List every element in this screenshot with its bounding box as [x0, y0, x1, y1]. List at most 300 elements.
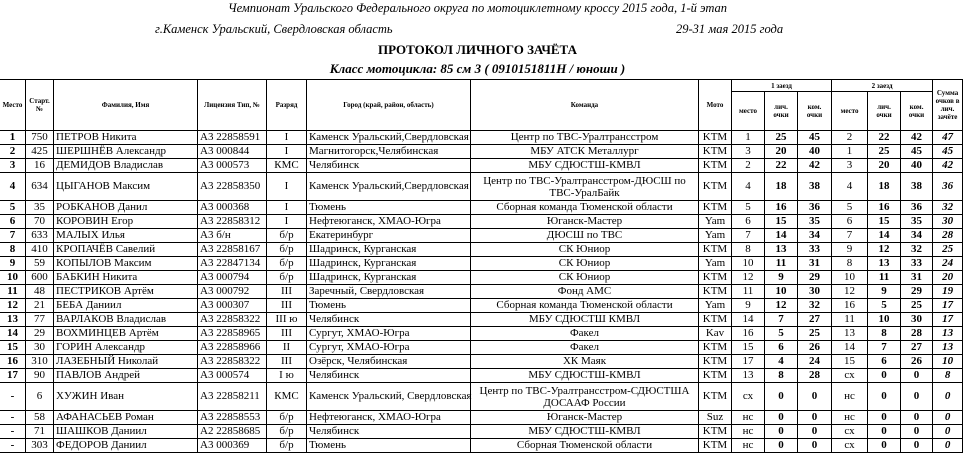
row-city: Тюмень	[307, 201, 471, 215]
row-r2-place: 10	[832, 271, 868, 285]
row-r2-place: нс	[832, 411, 868, 425]
table-row	[0, 327, 963, 341]
row-start-number: 303	[26, 439, 54, 453]
row-r1-team: 35	[798, 215, 832, 229]
row-team: Сборная команда Тюменской области	[471, 299, 699, 313]
row-team: МБУ СДЮСТШ-КМВЛ	[471, 425, 699, 439]
class-title: Класс мотоцикла: 85 см 3 ( 0910151811Н / юноши )	[329, 61, 626, 76]
row-r2-team: 45	[901, 145, 933, 159]
row-total: 45	[933, 145, 963, 159]
row-license: А3 000573	[198, 159, 267, 173]
row-moto: KTM	[699, 355, 732, 369]
row-r1-personal: 16	[765, 201, 798, 215]
row-r1-personal: 13	[765, 243, 798, 257]
row-name: КРОПАЧЁВ Савелий	[54, 243, 198, 257]
row-name: ХУЖИН Иван	[54, 383, 198, 411]
row-r1-personal: 18	[765, 173, 798, 201]
row-moto: KTM	[699, 425, 732, 439]
row-rank: I	[267, 215, 307, 229]
row-r1-personal: 22	[765, 159, 798, 173]
row-r2-place: 14	[832, 341, 868, 355]
row-r2-personal: 16	[868, 201, 901, 215]
row-start-number: 16	[26, 159, 54, 173]
header-r2-personal: лич. очки	[868, 92, 901, 131]
row-r1-personal: 0	[765, 425, 798, 439]
row-name: ШЕРШНЁВ Александр	[54, 145, 198, 159]
row-name: БАБКИН Никита	[54, 271, 198, 285]
header-rank: Разряд	[267, 80, 307, 131]
event-location: г.Каменск Уральский, Свердловская область	[155, 22, 393, 36]
row-city: Магнитогорск,Челябинская	[307, 145, 471, 159]
table-row	[0, 173, 963, 201]
row-name: ШАШКОВ Даниил	[54, 425, 198, 439]
row-rank: III	[267, 327, 307, 341]
row-r2-personal: 20	[868, 159, 901, 173]
row-total: 19	[933, 285, 963, 299]
row-total: 0	[933, 383, 963, 411]
table-row	[0, 229, 963, 243]
row-r1-place: 7	[732, 229, 765, 243]
row-r1-team: 38	[798, 173, 832, 201]
row-r1-place: нс	[732, 425, 765, 439]
row-r1-personal: 20	[765, 145, 798, 159]
row-total: 25	[933, 243, 963, 257]
row-moto: KTM	[699, 243, 732, 257]
row-r1-place: 8	[732, 243, 765, 257]
row-place: 11	[0, 285, 26, 299]
table-row	[0, 257, 963, 271]
row-license: А3 22858322	[198, 313, 267, 327]
row-place: 14	[0, 327, 26, 341]
header-r1-personal: лич. очки	[765, 92, 798, 131]
row-r2-place: 15	[832, 355, 868, 369]
row-r1-team: 0	[798, 439, 832, 453]
row-r1-place: 15	[732, 341, 765, 355]
row-place: 3	[0, 159, 26, 173]
row-moto: KTM	[699, 383, 732, 411]
row-r1-personal: 25	[765, 131, 798, 145]
row-r1-place: 6	[732, 215, 765, 229]
row-start-number: 21	[26, 299, 54, 313]
row-license: А3 22858966	[198, 341, 267, 355]
row-license: А3 000844	[198, 145, 267, 159]
header-r2-place: место	[832, 92, 868, 131]
row-team: ХК Маяк	[471, 355, 699, 369]
row-rank: б/р	[267, 425, 307, 439]
header-city: Город (край, район, область)	[307, 80, 471, 131]
row-city: Шадринск, Курганская	[307, 271, 471, 285]
row-team: МБУ СДЮСТШ КМВЛ	[471, 313, 699, 327]
row-city: Каменск Уральский,Свердловская	[307, 173, 471, 201]
row-license: А3 000794	[198, 271, 267, 285]
row-place: -	[0, 425, 26, 439]
results-table	[0, 79, 963, 453]
row-r1-personal: 6	[765, 341, 798, 355]
row-license: А3 22858322	[198, 355, 267, 369]
row-r2-place: 8	[832, 257, 868, 271]
row-r1-personal: 0	[765, 383, 798, 411]
row-city: Нефтеюганск, ХМАО-Югра	[307, 411, 471, 425]
row-r1-team: 29	[798, 271, 832, 285]
row-r2-team: 35	[901, 215, 933, 229]
header-license: Лицензия Тип, №	[198, 80, 267, 131]
row-license: А3 б/н	[198, 229, 267, 243]
row-r1-team: 0	[798, 425, 832, 439]
row-rank: II	[267, 341, 307, 355]
header-race-1: 1 заезд	[732, 80, 832, 92]
table-row	[0, 313, 963, 327]
row-license: А3 22858350	[198, 173, 267, 201]
header-race-2: 2 заезд	[832, 80, 933, 92]
row-total: 42	[933, 159, 963, 173]
row-moto: Suz	[699, 411, 732, 425]
row-r1-personal: 9	[765, 271, 798, 285]
row-r1-team: 24	[798, 355, 832, 369]
row-r2-team: 32	[901, 243, 933, 257]
row-city: Екатеринбург	[307, 229, 471, 243]
results-body	[0, 131, 963, 453]
row-start-number: 29	[26, 327, 54, 341]
row-rank: I ю	[267, 369, 307, 383]
row-start-number: 90	[26, 369, 54, 383]
row-r1-personal: 5	[765, 327, 798, 341]
row-r2-personal: 12	[868, 243, 901, 257]
row-place: 13	[0, 313, 26, 327]
row-name: БЕБА Даниил	[54, 299, 198, 313]
row-r1-place: 3	[732, 145, 765, 159]
row-team: СК Юниор	[471, 257, 699, 271]
row-team: МБУ АТСК Металлург	[471, 145, 699, 159]
protocol-title: ПРОТОКОЛ ЛИЧНОГО ЗАЧЁТА	[378, 42, 577, 57]
row-team: Центр по ТВС-Уралтрансстром	[471, 131, 699, 145]
row-team: Сборная Тюменской области	[471, 439, 699, 453]
row-license: А3 22858167	[198, 243, 267, 257]
row-team: СК Юниор	[471, 243, 699, 257]
row-r1-place: нс	[732, 411, 765, 425]
row-license: А3 22858312	[198, 215, 267, 229]
row-r2-personal: 8	[868, 327, 901, 341]
row-start-number: 48	[26, 285, 54, 299]
row-rank: б/р	[267, 229, 307, 243]
row-rank: б/р	[267, 243, 307, 257]
row-r2-personal: 14	[868, 229, 901, 243]
row-city: Сургут, ХМАО-Югра	[307, 341, 471, 355]
row-total: 0	[933, 425, 963, 439]
row-r1-team: 26	[798, 341, 832, 355]
row-total: 24	[933, 257, 963, 271]
row-r2-team: 31	[901, 271, 933, 285]
row-r2-place: 16	[832, 299, 868, 313]
row-r1-place: 17	[732, 355, 765, 369]
row-r1-team: 42	[798, 159, 832, 173]
row-r2-place: 13	[832, 327, 868, 341]
row-start-number: 70	[26, 215, 54, 229]
row-moto: KTM	[699, 369, 732, 383]
row-r2-personal: 10	[868, 313, 901, 327]
table-row	[0, 271, 963, 285]
row-r1-team: 31	[798, 257, 832, 271]
row-moto: Yam	[699, 257, 732, 271]
row-r2-place: 6	[832, 215, 868, 229]
row-r1-place: 9	[732, 299, 765, 313]
row-team: Факел	[471, 341, 699, 355]
row-r2-team: 0	[901, 411, 933, 425]
row-r2-team: 0	[901, 425, 933, 439]
row-total: 0	[933, 411, 963, 425]
row-r2-place: 2	[832, 131, 868, 145]
row-r2-personal: 0	[868, 425, 901, 439]
row-city: Сургут, ХМАО-Югра	[307, 327, 471, 341]
row-r2-place: 5	[832, 201, 868, 215]
row-r1-team: 0	[798, 411, 832, 425]
row-total: 10	[933, 355, 963, 369]
table-row	[0, 383, 963, 411]
table-row	[0, 285, 963, 299]
row-place: 10	[0, 271, 26, 285]
row-team: СК Юниор	[471, 271, 699, 285]
row-name: КОПЫЛОВ Максим	[54, 257, 198, 271]
row-r1-personal: 0	[765, 411, 798, 425]
row-license: А3 22847134	[198, 257, 267, 271]
row-r1-place: 16	[732, 327, 765, 341]
table-row	[0, 425, 963, 439]
row-place: 17	[0, 369, 26, 383]
header-moto: Мото	[699, 80, 732, 131]
table-row	[0, 341, 963, 355]
row-start-number: 634	[26, 173, 54, 201]
row-r2-team: 29	[901, 285, 933, 299]
row-r1-personal: 14	[765, 229, 798, 243]
row-license: А2 22858685	[198, 425, 267, 439]
row-rank: КМС	[267, 383, 307, 411]
row-moto: KTM	[699, 145, 732, 159]
row-moto: KTM	[699, 271, 732, 285]
row-license: А3 000792	[198, 285, 267, 299]
row-place: 12	[0, 299, 26, 313]
row-total: 47	[933, 131, 963, 145]
row-r2-place: нс	[832, 383, 868, 411]
row-team: Юганск-Мастер	[471, 215, 699, 229]
row-r1-personal: 15	[765, 215, 798, 229]
row-city: Челябинск	[307, 369, 471, 383]
row-r2-team: 0	[901, 383, 933, 411]
row-moto: KTM	[699, 285, 732, 299]
table-row	[0, 369, 963, 383]
row-total: 17	[933, 313, 963, 327]
row-r2-team: 30	[901, 313, 933, 327]
row-start-number: 425	[26, 145, 54, 159]
row-city: Заречный, Свердловская	[307, 285, 471, 299]
row-r2-place: 1	[832, 145, 868, 159]
row-r2-personal: 11	[868, 271, 901, 285]
row-license: А3 000574	[198, 369, 267, 383]
row-r2-personal: 13	[868, 257, 901, 271]
row-name: ДЕМИДОВ Владислав	[54, 159, 198, 173]
row-r2-place: сх	[832, 369, 868, 383]
row-rank: б/р	[267, 439, 307, 453]
row-r1-place: 2	[732, 159, 765, 173]
row-name: КОРОВИН Егор	[54, 215, 198, 229]
row-r1-place: нс	[732, 439, 765, 453]
row-team: Центр по ТВС-Уралтрансстром-ДЮСШ по ТВС-УралБайк	[471, 173, 699, 201]
row-r2-team: 28	[901, 327, 933, 341]
row-start-number: 310	[26, 355, 54, 369]
row-r1-place: 11	[732, 285, 765, 299]
row-place: 1	[0, 131, 26, 145]
row-name: РОБКАНОВ Данил	[54, 201, 198, 215]
row-r1-personal: 11	[765, 257, 798, 271]
row-r2-personal: 6	[868, 355, 901, 369]
row-r1-place: сх	[732, 383, 765, 411]
row-name: ПЕТРОВ Никита	[54, 131, 198, 145]
table-row	[0, 439, 963, 453]
row-rank: КМС	[267, 159, 307, 173]
row-rank: III	[267, 355, 307, 369]
row-team: ДЮСШ по ТВС	[471, 229, 699, 243]
row-name: ВАРЛАКОВ Владислав	[54, 313, 198, 327]
row-team: Центр по ТВС-Уралтрансстром-СДЮСТША ДОСААФ России	[471, 383, 699, 411]
row-start-number: 71	[26, 425, 54, 439]
row-rank: I	[267, 173, 307, 201]
row-rank: б/р	[267, 271, 307, 285]
row-start-number: 750	[26, 131, 54, 145]
row-r2-place: 9	[832, 243, 868, 257]
header-name: Фамилия, Имя	[54, 80, 198, 131]
row-r1-team: 28	[798, 369, 832, 383]
row-moto: Yam	[699, 299, 732, 313]
row-moto: Yam	[699, 215, 732, 229]
row-r2-team: 0	[901, 369, 933, 383]
row-total: 20	[933, 271, 963, 285]
row-city: Каменск Уральский, Свердловская	[307, 383, 471, 411]
row-rank: I	[267, 131, 307, 145]
row-place: 9	[0, 257, 26, 271]
row-place: -	[0, 411, 26, 425]
row-name: ВОХМИНЦЕВ Артём	[54, 327, 198, 341]
row-city: Челябинск	[307, 159, 471, 173]
row-name: МАЛЫХ Илья	[54, 229, 198, 243]
row-r2-place: сх	[832, 439, 868, 453]
row-city: Челябинск	[307, 425, 471, 439]
row-name: ФЕДОРОВ Даниил	[54, 439, 198, 453]
row-r1-team: 36	[798, 201, 832, 215]
row-start-number: 600	[26, 271, 54, 285]
row-total: 13	[933, 341, 963, 355]
row-moto: Kav	[699, 327, 732, 341]
row-total: 28	[933, 229, 963, 243]
row-r2-team: 40	[901, 159, 933, 173]
row-rank: б/р	[267, 411, 307, 425]
table-row	[0, 243, 963, 257]
row-r2-personal: 7	[868, 341, 901, 355]
row-city: Нефтеюганск, ХМАО-Югра	[307, 215, 471, 229]
row-name: ПАВЛОВ Андрей	[54, 369, 198, 383]
row-total: 17	[933, 299, 963, 313]
row-total: 13	[933, 327, 963, 341]
row-city: Каменск Уральский,Свердловская	[307, 131, 471, 145]
row-license: А3 22858211	[198, 383, 267, 411]
row-name: ПЕСТРИКОВ Артём	[54, 285, 198, 299]
row-name: АФАНАСЬЕВ Роман	[54, 411, 198, 425]
row-total: 30	[933, 215, 963, 229]
row-r1-personal: 8	[765, 369, 798, 383]
header-team: Команда	[471, 80, 699, 131]
row-r2-team: 27	[901, 341, 933, 355]
table-row	[0, 215, 963, 229]
row-r1-team: 34	[798, 229, 832, 243]
row-start-number: 6	[26, 383, 54, 411]
row-license: А3 000368	[198, 201, 267, 215]
row-place: 7	[0, 229, 26, 243]
row-r1-place: 1	[732, 131, 765, 145]
row-place: 16	[0, 355, 26, 369]
header-total: Сумма очков в лич. зачёте	[933, 80, 963, 131]
row-r2-personal: 15	[868, 215, 901, 229]
row-team: Факел	[471, 327, 699, 341]
table-row	[0, 411, 963, 425]
row-r2-personal: 18	[868, 173, 901, 201]
row-r1-team: 33	[798, 243, 832, 257]
row-start-number: 58	[26, 411, 54, 425]
row-license: А3 000307	[198, 299, 267, 313]
row-start-number: 59	[26, 257, 54, 271]
row-start-number: 77	[26, 313, 54, 327]
row-rank: I	[267, 201, 307, 215]
row-r2-place: сх	[832, 425, 868, 439]
row-r2-team: 34	[901, 229, 933, 243]
row-r1-team: 32	[798, 299, 832, 313]
row-city: Тюмень	[307, 439, 471, 453]
row-r1-personal: 7	[765, 313, 798, 327]
table-row	[0, 355, 963, 369]
row-team: Фонд АМС	[471, 285, 699, 299]
row-r1-place: 4	[732, 173, 765, 201]
table-row	[0, 145, 963, 159]
table-row	[0, 131, 963, 145]
row-r2-place: 12	[832, 285, 868, 299]
row-team: МБУ СДЮСТШ-КМВЛ	[471, 159, 699, 173]
row-rank: III	[267, 285, 307, 299]
row-r1-team: 30	[798, 285, 832, 299]
row-moto: Yam	[699, 229, 732, 243]
row-r2-personal: 9	[868, 285, 901, 299]
row-r2-team: 25	[901, 299, 933, 313]
row-start-number: 410	[26, 243, 54, 257]
row-r2-team: 36	[901, 201, 933, 215]
row-rank: I	[267, 145, 307, 159]
row-r1-personal: 0	[765, 439, 798, 453]
row-license: А3 000369	[198, 439, 267, 453]
row-total: 0	[933, 439, 963, 453]
row-r2-team: 33	[901, 257, 933, 271]
row-r2-team: 38	[901, 173, 933, 201]
row-name: ЦЫГАНОВ Максим	[54, 173, 198, 201]
row-rank: III	[267, 299, 307, 313]
row-total: 36	[933, 173, 963, 201]
row-r1-place: 12	[732, 271, 765, 285]
row-place: 4	[0, 173, 26, 201]
row-start-number: 633	[26, 229, 54, 243]
header-r1-team: ком. очки	[798, 92, 832, 131]
row-r1-team: 0	[798, 383, 832, 411]
row-r1-team: 25	[798, 327, 832, 341]
row-start-number: 35	[26, 201, 54, 215]
row-moto: KTM	[699, 341, 732, 355]
header-start-number: Старт. №	[26, 80, 54, 131]
row-r2-personal: 5	[868, 299, 901, 313]
row-r2-personal: 0	[868, 383, 901, 411]
row-team: МБУ СДЮСТШ-КМВЛ	[471, 369, 699, 383]
